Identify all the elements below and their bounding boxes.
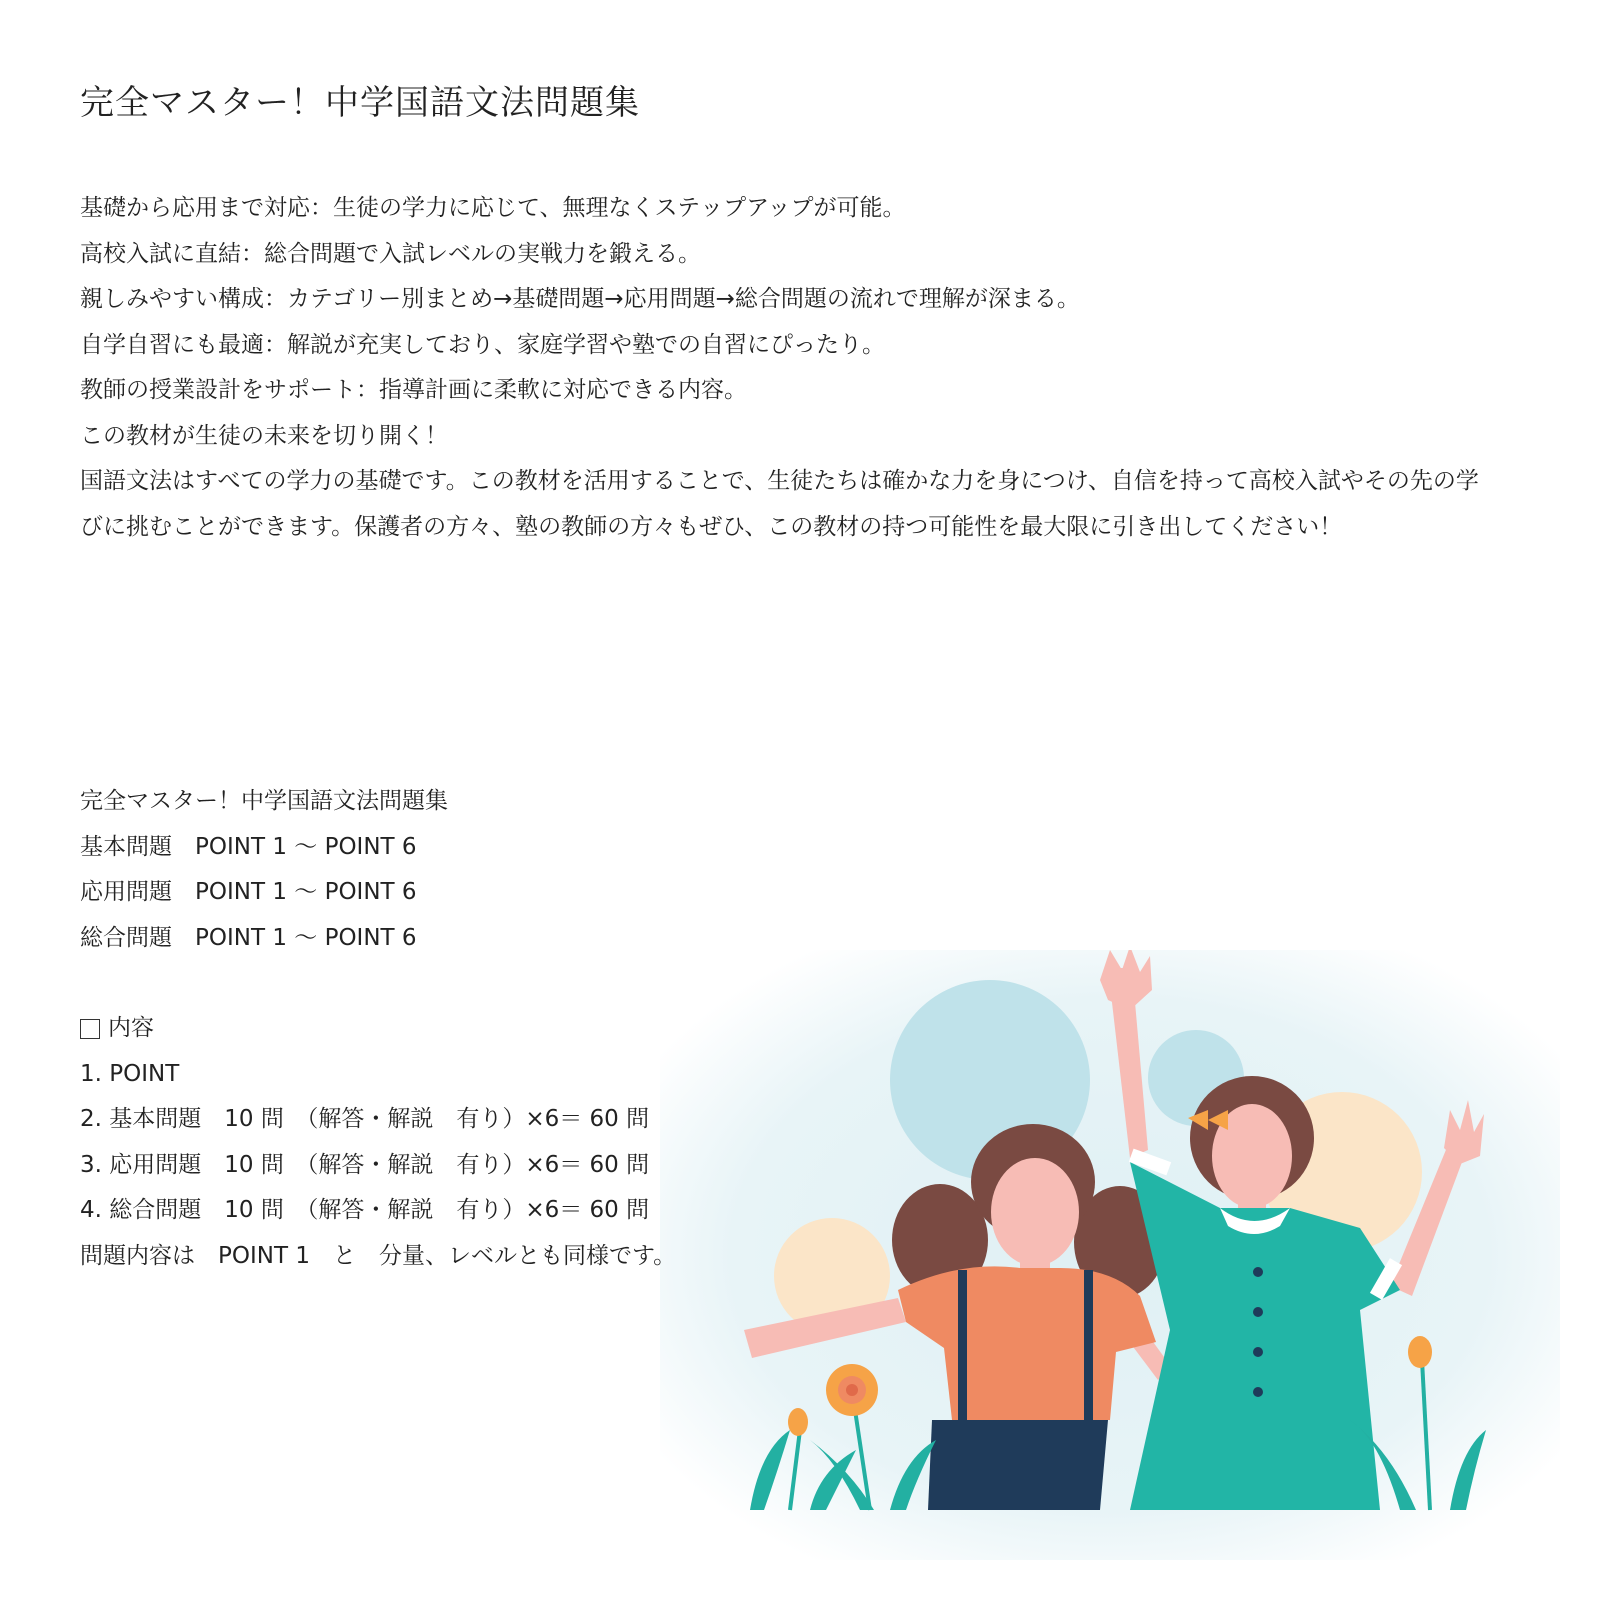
feature-item: 基礎から応用まで対応：生徒の学力に応じて、無理なくステップアップが可能。 xyxy=(80,195,906,221)
checkbox-icon xyxy=(80,1019,100,1039)
contents-item: 問題内容は POINT 1 と 分量、レベルとも同様です。 xyxy=(80,1242,677,1269)
summary-list xyxy=(80,779,448,961)
summary-item: 総合問題 POINT 1 ～ POINT 6 xyxy=(80,924,417,951)
left-girl-face xyxy=(991,1158,1079,1266)
suspender xyxy=(958,1270,967,1430)
contents-heading-row xyxy=(80,1006,676,1052)
dress-button xyxy=(1253,1387,1263,1397)
flower-bud xyxy=(1408,1336,1432,1368)
closing-paragraph: 国語文法はすべての学力の基礎です。この教材を活用することで、生徒たちは確かな力を身につけ、自信を持って高校入試やその先の学びに挑むことができます。保護者の方々、塾の教師の方々もぜひ、この教材の持つ可能性を最大限に引き出してください！ xyxy=(80,468,1479,540)
feature-item: 自学自習にも最適：解説が充実しており、家庭学習や塾での自習にぴったり。 xyxy=(80,331,885,358)
contents-item: 4. 総合問題 10 問 （解答・解説 有り）×6＝ 60 問 xyxy=(80,1197,650,1223)
feature-item: この教材が生徒の未来を切り開く！ xyxy=(80,422,448,449)
feature-item: 高校入試に直結：総合問題で入試レベルの実戦力を鍛える。 xyxy=(80,240,701,267)
dress-button xyxy=(1253,1347,1263,1357)
summary-item: 基本問題 POINT 1 ～ POINT 6 xyxy=(80,833,417,860)
feature-item: 教師の授業設計をサポート：指導計画に柔軟に対応できる内容。 xyxy=(80,377,747,403)
contents-item: 1. POINT xyxy=(80,1060,180,1087)
contents-item: 2. 基本問題 10 問 （解答・解説 有り）×6＝ 60 問 xyxy=(80,1106,650,1132)
dress-button xyxy=(1253,1307,1263,1317)
contents-heading: 内容 xyxy=(108,1015,154,1041)
summary-title: 完全マスター！中学国語文法問題集 xyxy=(80,788,448,814)
suspender xyxy=(1084,1270,1093,1430)
feature-item: 親しみやすい構成：カテゴリー別まとめ→基礎問題→応用問題→総合問題の流れで理解が深まる。 xyxy=(80,286,1080,312)
students-illustration xyxy=(660,950,1560,1560)
feature-list xyxy=(80,186,1500,550)
flower xyxy=(826,1364,878,1416)
contents-list xyxy=(80,1006,676,1279)
summary-item: 応用問題 POINT 1 ～ POINT 6 xyxy=(80,879,417,905)
contents-item: 3. 応用問題 10 問 （解答・解説 有り）×6＝ 60 問 xyxy=(80,1151,650,1178)
page-title: 完全マスター！中学国語文法問題集 xyxy=(80,83,640,123)
left-girl-overalls xyxy=(928,1420,1108,1510)
dress-button xyxy=(1253,1267,1263,1277)
flower-bud xyxy=(788,1408,808,1436)
